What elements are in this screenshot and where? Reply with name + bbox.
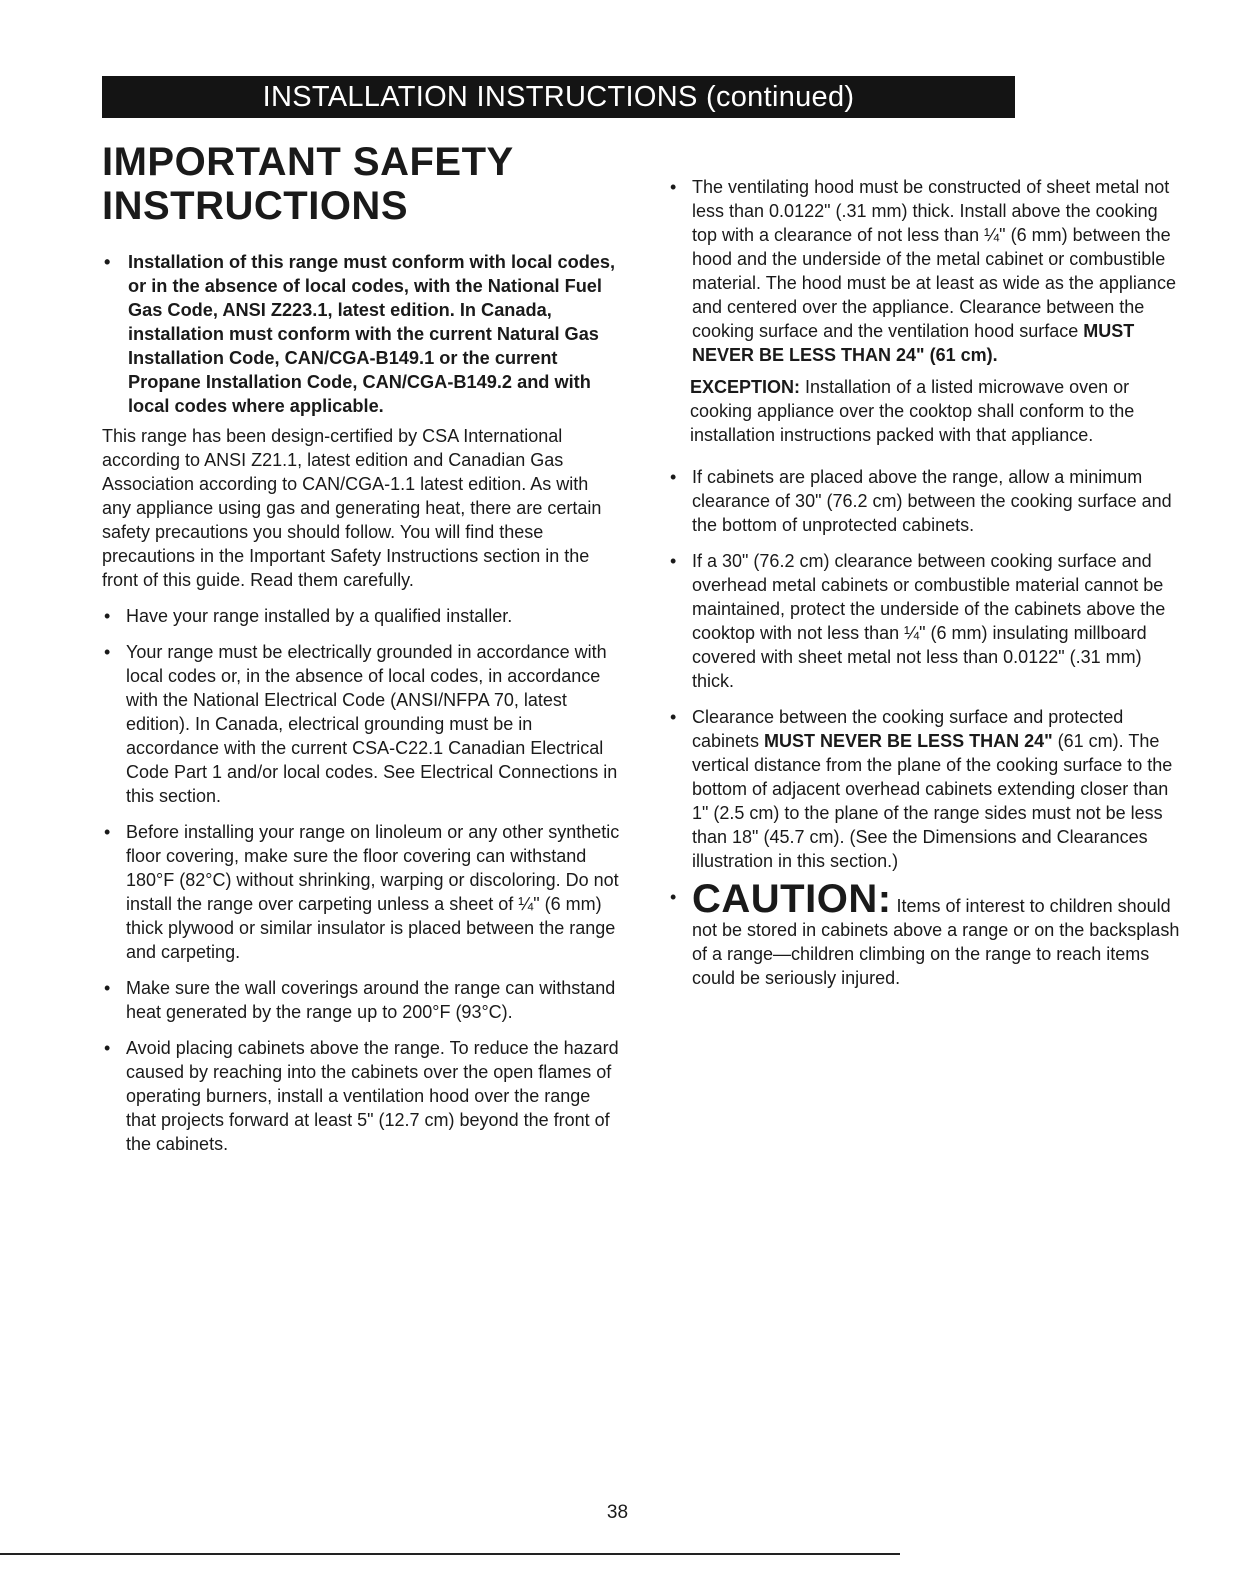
caution-label: CAUTION:	[692, 877, 892, 921]
bullet-dot-icon: •	[104, 642, 111, 662]
exception-note	[690, 375, 1180, 447]
list-item	[668, 549, 1180, 693]
list-item	[102, 604, 622, 628]
list-item	[102, 820, 622, 964]
list-item	[668, 705, 1180, 873]
exception-label: EXCEPTION:	[690, 377, 801, 397]
right-column	[668, 175, 1180, 990]
caution-note	[668, 877, 1180, 990]
bullet-dot-icon: •	[104, 606, 111, 626]
list-item-text: If a 30" (76.2 cm) clearance between cooking surface and overhead metal cabinets or combustible material cannot be maintained, protect the underside of the cabinets above the cooktop with not less than ¼" (6 mm) insulating millboard covered with sheet metal not less than 0.0122" (.31 mm) thick.	[692, 551, 1166, 691]
list-item-text: If cabinets are placed above the range, allow a minimum clearance of 30" (76.2 cm) between the cooking surface and the bottom of unprotected cabinets.	[692, 467, 1172, 535]
left-column	[102, 140, 622, 1168]
caution-body	[692, 877, 1180, 990]
bullet-dot-icon: •	[104, 822, 111, 842]
list-item-text	[692, 705, 1180, 873]
list-item	[102, 640, 622, 808]
code-conformance-text: Installation of this range must conform with local codes, or in the absence of local codes, with the National Fuel Gas Code, ANSI Z223.1, latest edition. In Canada, installation must conform with the current Natural Gas Installation Code, CAN/CGA-B149.1 or the current Propane Installation Code, CAN/CGA-B149.2 and with local codes where applicable.	[128, 252, 616, 416]
bullet-dot-icon: •	[670, 467, 677, 487]
list-item-text: Have your range installed by a qualified installer.	[126, 606, 513, 626]
hood-text: The ventilating hood must be constructed of sheet metal not less than 0.0122" (.31 mm) thick. Install above the cooking top with a clearance of not less than ¼" (6 mm) between the hood and the underside of the metal cabinet or combustible material. The hood must be at least as wide as the appliance and centered over the appliance. Clearance between the cooking surface and the ventilation hood surface	[692, 177, 1176, 341]
page-number: 38	[606, 1502, 629, 1523]
caution-text: Items of interest to children should not be stored in cabinets above a range or on the backsplash of a range—children climbing on the range to reach items could be seriously injured.	[692, 896, 1180, 988]
left-bullet-list	[102, 604, 622, 1156]
bottom-divider	[0, 1553, 900, 1555]
protected-text-a: Clearance between the cooking surface and protected cabinets	[692, 707, 1124, 751]
right-bullet-list	[668, 175, 1180, 367]
list-item	[102, 1036, 622, 1156]
page-title	[102, 140, 622, 228]
exception-text: Installation of a listed microwave oven or cooking appliance over the cooktop shall conform to the installation instructions packed with that appliance.	[690, 377, 1135, 445]
bullet-dot-icon: •	[670, 707, 677, 727]
section-header-bar	[102, 76, 1015, 118]
section-header-title: INSTALLATION INSTRUCTIONS (continued)	[262, 81, 855, 113]
list-item-text: Make sure the wall coverings around the range can withstand heat generated by the range up to 200°F (93°C).	[126, 978, 616, 1022]
bullet-dot-icon: •	[104, 978, 111, 998]
bullet-dot-icon: •	[104, 1038, 111, 1058]
intro-paragraph: This range has been design-certified by CSA International according to ANSI Z21.1, latest edition and Canadian Gas Association according to CAN/CGA-1.1 latest edition. As with any appliance using gas and generating heat, there are certain safety precautions you should follow. You will find these precautions in the Important Safety Instructions section in the front of this guide. Read them carefully.	[102, 426, 602, 590]
list-item-text	[692, 175, 1180, 367]
bullet-dot-icon: •	[670, 177, 677, 197]
bullet-dot-icon: •	[670, 887, 677, 907]
code-conformance-bullet	[102, 250, 622, 418]
page-title-line2: INSTRUCTIONS	[102, 184, 408, 228]
page-title-line1: IMPORTANT SAFETY	[102, 140, 514, 184]
list-item	[102, 976, 622, 1024]
hood-warning: MUST NEVER BE LESS THAN 24" (61 cm).	[692, 321, 1135, 365]
bullet-dot-icon: •	[670, 551, 677, 571]
list-item-text: Before installing your range on linoleum or any other synthetic floor covering, make sure the floor covering can withstand 180°F (82°C) without shrinking, warping or discoloring. Do not install the range over carpeting unless a sheet of ¼" (6 mm) thick plywood or similar insulator is placed between the range and carpeting.	[126, 822, 620, 962]
list-item-text: Avoid placing cabinets above the range. To reduce the hazard caused by reaching into the cabinets over the open flames of operating burners, install a ventilation hood over the range that projects forward at least 5" (12.7 cm) beyond the front of the cabinets.	[126, 1038, 619, 1154]
list-item	[668, 175, 1180, 367]
protected-warning: MUST NEVER BE LESS THAN 24"	[764, 731, 1053, 751]
list-item-text: Your range must be electrically grounded in accordance with local codes or, in the absence of local codes, in accordance with the National Electrical Code (ANSI/NFPA 70, latest edition). In Canada, electrical grounding must be in accordance with the current CSA-C22.1 Canadian Electrical Code Part 1 and/or local codes. See Electrical Connections in this section.	[126, 642, 618, 806]
right-bullet-list-2	[668, 465, 1180, 873]
list-item	[668, 465, 1180, 537]
protected-text-b: (61 cm). The vertical distance from the plane of the cooking surface to the bottom of adjacent overhead cabinets extending closer than 1" (2.5 cm) to the plane of the range sides must not be less than 18" (45.7 cm). (See the Dimensions and Clearances illustration in this section.)	[692, 731, 1173, 871]
bullet-dot-icon: •	[104, 252, 111, 272]
